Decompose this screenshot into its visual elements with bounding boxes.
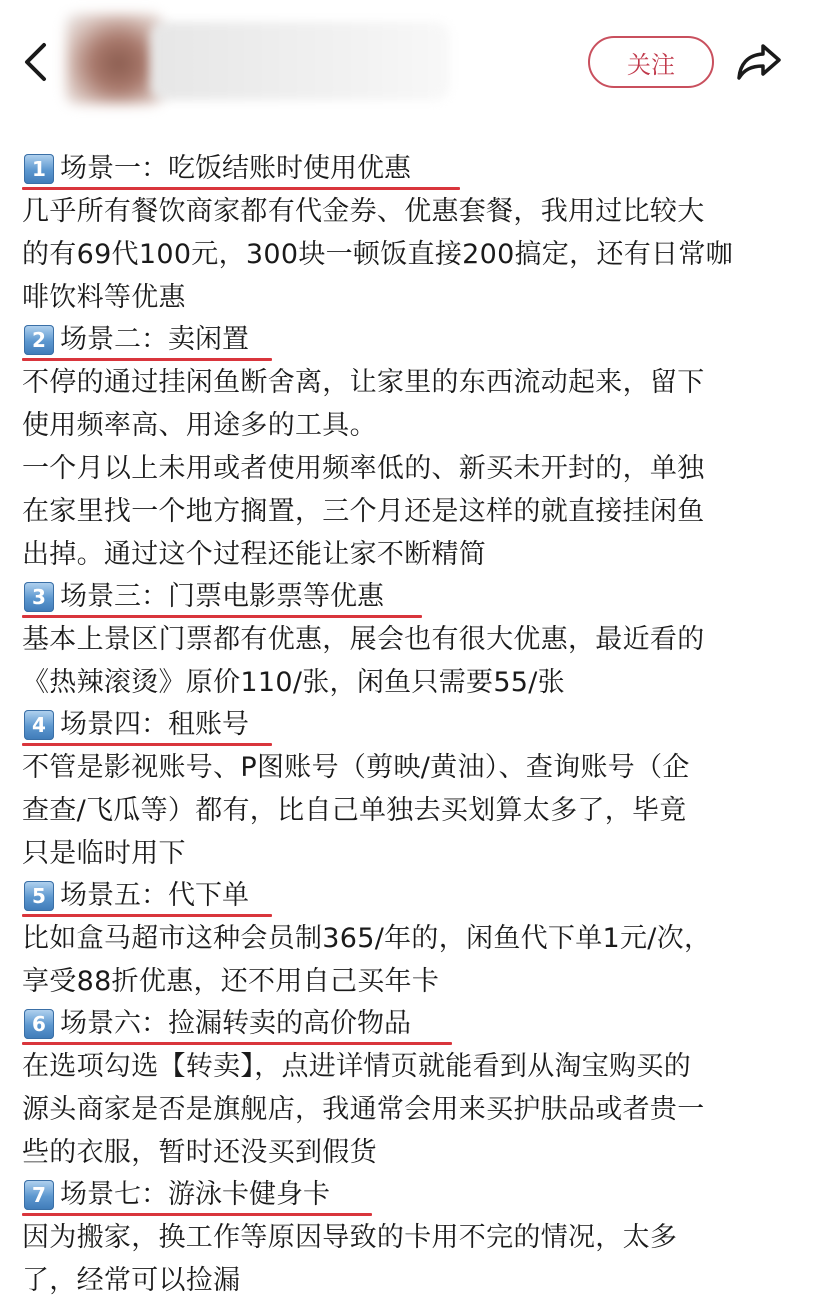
title-underline [22, 615, 422, 618]
section-heading [22, 319, 792, 361]
body-text-line: 不管是影视账号、P图账号（剪映/黄油）、查询账号（企 [22, 752, 690, 783]
body-text-line: 啡饮料等优惠 [22, 282, 186, 313]
back-button[interactable] [14, 38, 58, 86]
follow-button[interactable] [588, 36, 714, 88]
top-bar [0, 0, 813, 120]
body-text-line: 不停的通过挂闲鱼断舍离，让家里的东西流动起来，留下 [22, 367, 705, 398]
body-text-line: 些的衣服，暂时还没买到假货 [22, 1137, 377, 1168]
body-text-line: 因为搬家，换工作等原因导致的卡用不完的情况，太多 [22, 1222, 678, 1253]
chevron-left-icon [22, 42, 50, 82]
body-text-line: 查查/飞瓜等）都有，比自己单独去买划算太多了，毕竟 [22, 795, 687, 826]
follow-button-label: 关注 [627, 50, 675, 79]
body-text-line: 只是临时用下 [22, 838, 186, 869]
body-text-line: 几乎所有餐饮商家都有代金券、优惠套餐，我用过比较大 [22, 196, 705, 227]
title-underline [22, 187, 460, 190]
section-title: 场景三：门票电影票等优惠 [60, 581, 384, 612]
body-text-line: 的有69代100元，300块一顿饭直接200搞定，还有日常咖 [22, 239, 733, 270]
number-badge-icon: 1 [24, 154, 54, 184]
body-text-line: 基本上景区门票都有优惠，展会也有很大优惠，最近看的 [22, 624, 705, 655]
share-arrow-icon [735, 42, 783, 82]
section-heading [22, 704, 792, 746]
title-underline [22, 358, 272, 361]
post-body [22, 148, 792, 1302]
number-badge-icon: 3 [24, 582, 54, 612]
number-badge-icon: 7 [24, 1180, 54, 1210]
body-text-line: 出掉。通过这个过程还能让家不断精简 [22, 539, 487, 570]
section-title: 场景一：吃饭结账时使用优惠 [60, 153, 411, 184]
body-text-line: 源头商家是否是旗舰店，我通常会用来买护肤品或者贵一 [22, 1094, 705, 1125]
body-text-line: 在选项勾选【转卖】，点进详情页就能看到从淘宝购买的 [22, 1051, 691, 1082]
author-name-blurred[interactable] [150, 22, 450, 100]
number-badge-icon: 6 [24, 1009, 54, 1039]
section-heading [22, 576, 792, 618]
section-title: 场景五：代下单 [60, 880, 249, 911]
body-text-line: 比如盒马超市这种会员制365/年的，闲鱼代下单1元/次， [22, 923, 712, 954]
share-button[interactable] [733, 38, 785, 86]
number-badge-icon: 4 [24, 710, 54, 740]
title-underline [22, 1213, 372, 1216]
section-title: 场景四：租账号 [60, 709, 249, 740]
body-text-line: 在家里找一个地方搁置，三个月还是这样的就直接挂闲鱼 [22, 496, 705, 527]
section-heading [22, 1003, 792, 1045]
title-underline [22, 1042, 452, 1045]
section-heading [22, 875, 792, 917]
section-heading [22, 148, 792, 190]
title-underline [22, 914, 272, 917]
section-heading [22, 1174, 792, 1216]
body-text-line: 《热辣滚烫》原价110/张，闲鱼只需要55/张 [22, 667, 565, 698]
avatar[interactable] [66, 14, 162, 104]
number-badge-icon: 2 [24, 325, 54, 355]
body-text-line: 了，经常可以捡漏 [22, 1265, 241, 1296]
section-title: 场景六：捡漏转卖的高价物品 [60, 1008, 411, 1039]
body-text-line: 使用频率高、用途多的工具。 [22, 410, 377, 441]
section-title: 场景二：卖闲置 [60, 324, 249, 355]
section-title: 场景七：游泳卡健身卡 [60, 1179, 330, 1210]
title-underline [22, 743, 272, 746]
body-text-line: 享受88折优惠，还不用自己买年卡 [22, 966, 440, 997]
number-badge-icon: 5 [24, 881, 54, 911]
body-text-line: 一个月以上未用或者使用频率低的、新买未开封的，单独 [22, 453, 705, 484]
